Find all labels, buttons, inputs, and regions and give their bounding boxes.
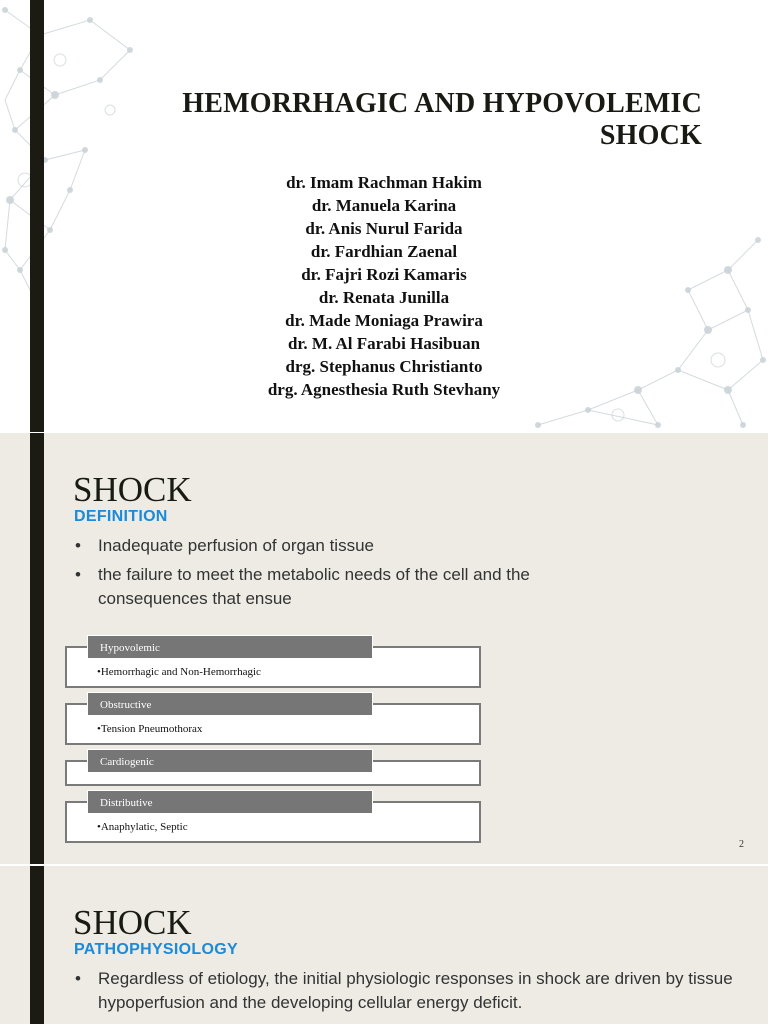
title-slide [0, 0, 768, 432]
author-name: drg. Agnesthesia Ruth Stevhany [267, 380, 501, 399]
definition-bullet-list [73, 534, 593, 616]
classification-header: Distributive [87, 790, 373, 814]
pathophysiology-bullet-list [73, 967, 733, 1020]
page-number: 2 [739, 839, 744, 850]
classification-detail: •Anaphylatic, Septic [97, 821, 188, 833]
left-accent-bar [30, 866, 44, 1024]
author-name: dr. Imam Rachman Hakim [286, 173, 482, 192]
author-name: dr. Fardhian Zaenal [310, 242, 458, 261]
bullet-item: • Regardless of etiology, the initial physiologic responses in shock are driven by tissue hypoperfusion and the developing cellular energy deficit. [73, 967, 733, 1015]
classification-detail: •Hemorrhagic and Non-Hemorrhagic [97, 666, 261, 678]
author-name: dr. Renata Junilla [318, 288, 450, 307]
slide-subheading: DEFINITION [74, 508, 168, 525]
left-accent-bar [30, 433, 44, 864]
author-name: drg. Stephanus Christianto [285, 357, 483, 376]
definition-slide [0, 433, 768, 864]
pathophysiology-slide [0, 866, 768, 1024]
bullet-item: • Inadequate perfusion of organ tissue [73, 534, 593, 558]
classification-header: Hypovolemic [87, 635, 373, 659]
slide-heading: SHOCK [73, 470, 192, 509]
author-list [0, 171, 768, 401]
slide-title: HEMORRHAGIC AND HYPOVOLEMIC SHOCK [182, 88, 702, 151]
author-name: dr. Anis Nurul Farida [305, 219, 463, 238]
classification-header: Obstructive [87, 692, 373, 716]
author-name: dr. Manuela Karina [311, 196, 457, 215]
author-name: dr. Fajri Rozi Kamaris [301, 265, 467, 284]
classification-header: Cardiogenic [87, 749, 373, 773]
author-name: dr. M. Al Farabi Hasibuan [287, 334, 481, 353]
slide-subheading: PATHOPHYSIOLOGY [74, 941, 238, 958]
classification-detail: •Tension Pneumothorax [97, 723, 203, 735]
author-name: dr. Made Moniaga Prawira [285, 311, 483, 330]
slide-heading: SHOCK [73, 903, 192, 942]
bullet-item: • the failure to meet the metabolic needs of the cell and the consequences that ensue [73, 563, 593, 611]
